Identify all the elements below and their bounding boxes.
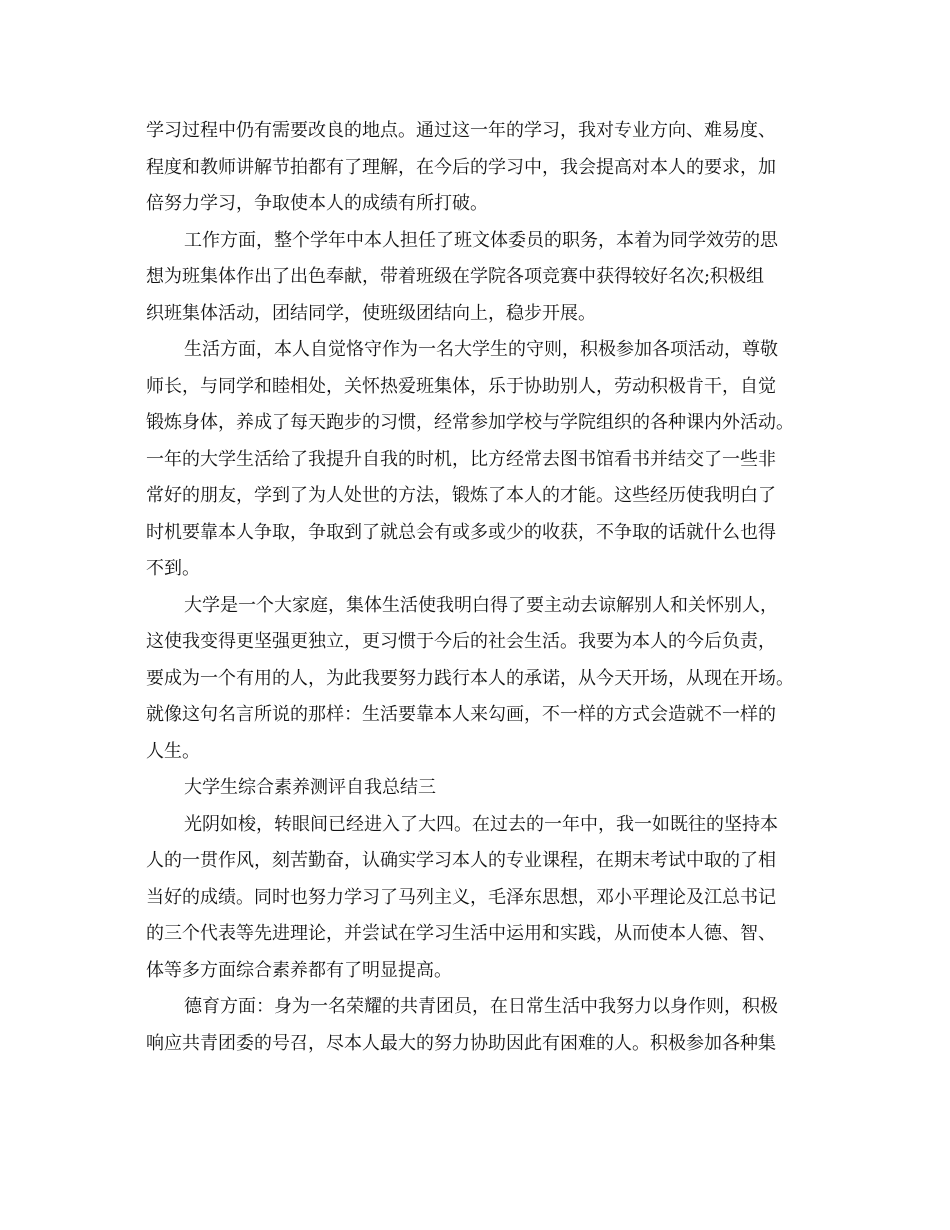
text-line-12: 时机要靠本人争取，争取到了就总会有或多或少的收获，不争取的话就什么也得 [146,521,776,543]
text-line-14: 大学是一个大家庭，集体生活使我明白得了要主动去谅解别人和关怀别人， [184,594,778,616]
text-line-26: 响应共青团委的号召，尽本人最大的努力协助因此有困难的人。积极参加各种集 [146,1032,776,1054]
section-heading: 大学生综合素养测评自我总结三 [184,777,436,798]
text-line-21: 人的一贯作风，刻苦勤奋，认确实学习本人的专业课程，在期末考试中取的了相 [146,850,776,871]
text-line-4: 工作方面，整个学年中本人担任了班文体委员的职务，本着为同学效劳的思 [184,229,778,251]
text-line-24: 体等多方面综合素养都有了明显提高。 [146,959,452,981]
text-line-25: 德育方面：身为一名荣耀的共青团员，在日常生活中我努力以身作则，积极 [184,996,778,1017]
text-line-17: 就像这句名言所说的那样：生活要靠本人来勾画，不一样的方式会造就不一样的 [146,704,776,725]
text-line-3: 倍努力学习，争取使本人的成绩有所打破。 [146,193,488,214]
text-line-1: 学习过程中仍有需要改良的地点。通过这一年的学习，我对专业方向、难易度、 [146,120,776,141]
text-line-22: 当好的成绩。同时也努力学习了马列主义，毛泽东思想，邓小平理论及江总书记 [146,886,776,908]
text-line-2: 程度和教师讲解节拍都有了理解，在今后的学习中，我会提高对本人的要求，加 [146,156,776,178]
text-line-8: 师长，与同学和睦相处，关怀热爱班集体，乐于协助别人，劳动积极肯干，自觉 [146,375,776,397]
text-line-9: 锻炼身体，养成了每天跑步的习惯，经常参加学校与学院组织的各种课内外活动。 [146,412,794,433]
text-line-16: 要成为一个有用的人，为此我要努力践行本人的承诺，从今天开场，从现在开场。 [146,667,794,689]
text-line-23: 的三个代表等先进理论，并尝试在学习生活中运用和实践，从而使本人德、智、 [146,923,776,944]
text-line-15: 这使我变得更坚强更独立，更习惯于今后的社会生活。我要为本人的今后负责， [146,631,776,652]
text-line-6: 织班集体活动，团结同学，使班级团结向上，稳步开展。 [146,302,596,324]
text-line-5: 想为班集体作出了出色奉献，带着班级在学院各项竞赛中获得较好名次;积极组 [146,266,765,287]
text-line-7: 生活方面，本人自觉恪守作为一名大学生的守则，积极参加各项活动，尊敬 [184,339,778,360]
text-line-13: 不到。 [146,558,200,579]
text-line-10: 一年的大学生活给了我提升自我的时机，比方经常去图书馆看书并结交了一些非 [146,448,776,470]
document-page [146,113,806,1062]
text-line-18: 人生。 [146,740,200,762]
text-line-20: 光阴如梭，转眼间已经进入了大四。在过去的一年中，我一如既往的坚持本 [184,813,778,835]
text-line-11: 常好的朋友，学到了为人处世的方法，锻炼了本人的才能。这些经历使我明白了 [146,485,776,506]
